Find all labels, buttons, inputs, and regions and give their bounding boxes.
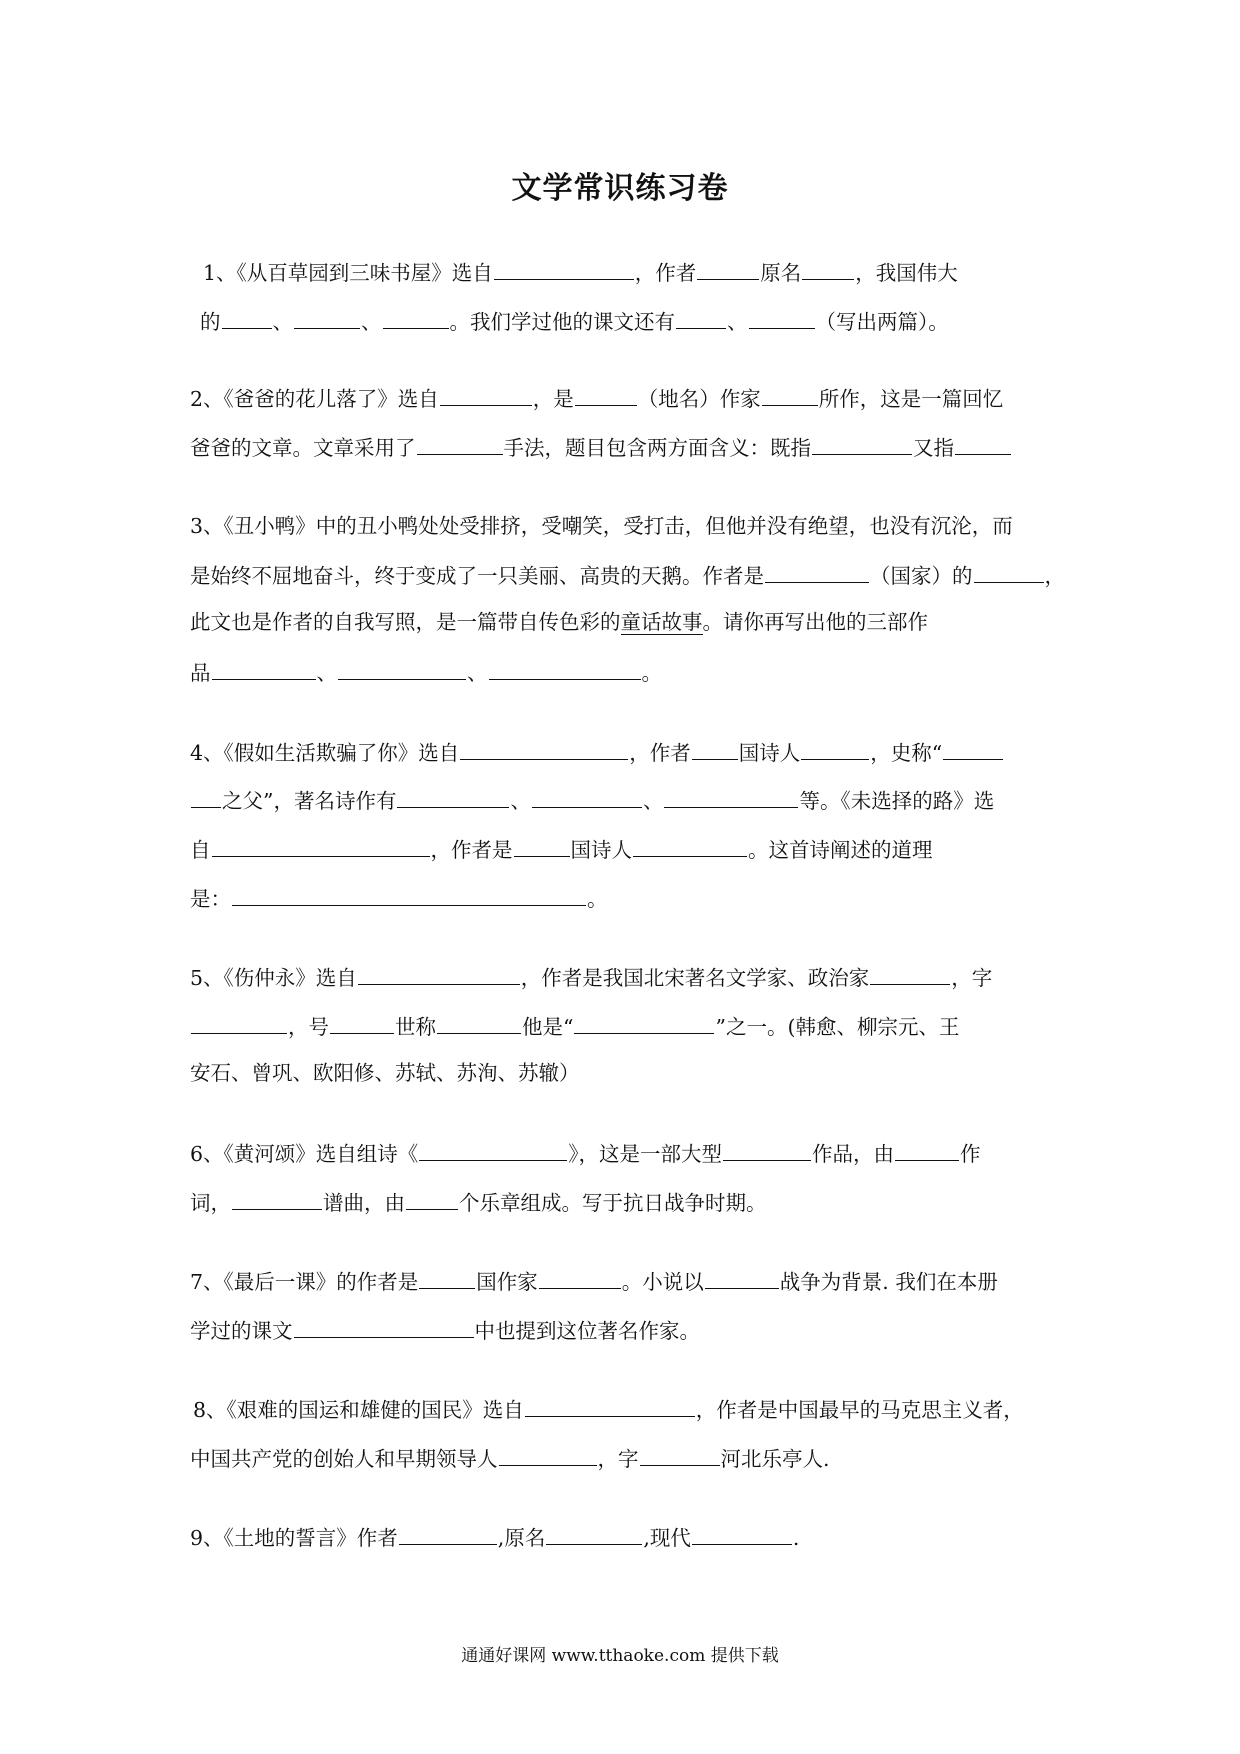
answer-blank[interactable] xyxy=(399,1522,497,1545)
question-text: ，作者 xyxy=(634,261,697,285)
answer-blank[interactable] xyxy=(692,737,738,760)
answer-blank[interactable] xyxy=(955,432,1011,455)
question-text: 等。《未选择的路》选 xyxy=(799,789,995,813)
answer-blank[interactable] xyxy=(723,1138,811,1161)
answer-blank[interactable] xyxy=(494,257,634,280)
question-text: 。小说以 xyxy=(621,1270,704,1294)
question-text: 。这首诗阐述的道理 xyxy=(748,838,933,862)
answer-blank[interactable] xyxy=(749,306,815,329)
answer-blank[interactable] xyxy=(705,1266,779,1289)
question-text: 。请你再写出他的三部作 xyxy=(702,610,928,634)
question-text: 中也提到这位著名作家。 xyxy=(474,1319,700,1343)
question-8-line-1 xyxy=(193,1394,1024,1424)
question-text: 8、《艰难的国运和雄健的国民》选自 xyxy=(193,1398,524,1422)
answer-blank[interactable] xyxy=(692,1522,792,1545)
question-9-line-1 xyxy=(190,1522,799,1552)
question-text: ， xyxy=(1044,564,1065,588)
question-text: ，作者是中国最早的马克思主义者， xyxy=(695,1398,1024,1422)
answer-blank[interactable] xyxy=(406,1187,458,1210)
answer-blank[interactable] xyxy=(191,785,221,808)
answer-blank[interactable] xyxy=(419,1266,475,1289)
question-2-line-2 xyxy=(190,432,1012,462)
question-text: 是始终不屈地奋斗，终于变成了一只美丽、高贵的天鹅。作者是 xyxy=(190,564,764,588)
answer-blank[interactable] xyxy=(397,785,509,808)
question-4-line-4 xyxy=(190,883,608,913)
question-text: 国诗人 xyxy=(738,741,801,765)
question-text: ，字 xyxy=(597,1447,639,1471)
question-text: 自 xyxy=(190,838,211,862)
question-text: 又指 xyxy=(913,436,954,460)
question-5-line-1 xyxy=(190,962,992,992)
question-text: 他是“ xyxy=(522,1015,574,1039)
question-text: 6、《黄河颂》选自组诗《 xyxy=(190,1142,419,1166)
question-3-line-1: 3、《丑小鸭》中的丑小鸭处处受排挤，受嘲笑，受打击，但他并没有绝望，也没有沉沦，而 xyxy=(190,514,1013,538)
answer-blank[interactable] xyxy=(383,306,449,329)
question-4-line-2 xyxy=(190,785,994,815)
answer-blank[interactable] xyxy=(676,306,726,329)
question-text: 是： xyxy=(190,887,231,911)
question-7-line-2 xyxy=(190,1315,700,1345)
answer-blank[interactable] xyxy=(232,1187,322,1210)
question-text: 、 xyxy=(316,661,337,685)
question-text: ，作者 xyxy=(629,741,691,765)
answer-blank[interactable] xyxy=(212,657,316,680)
question-text: （国家）的 xyxy=(870,564,973,588)
question-text: 所作，这是一篇回忆 xyxy=(818,387,1004,411)
question-6-line-2 xyxy=(190,1187,767,1217)
question-text: 、 xyxy=(642,789,664,813)
page-footer: 通通好课网 www.tthaoke.com 提供下载 xyxy=(461,1646,779,1666)
question-text: ，作者是我国北宋著名文学家、政治家 xyxy=(520,966,870,990)
answer-blank[interactable] xyxy=(499,1443,597,1466)
answer-blank[interactable] xyxy=(358,962,520,985)
answer-blank[interactable] xyxy=(895,1138,959,1161)
answer-blank[interactable] xyxy=(664,785,798,808)
question-6-line-1 xyxy=(190,1138,981,1168)
question-text: 河北乐亭人. xyxy=(720,1447,830,1471)
answer-blank[interactable] xyxy=(765,560,869,583)
answer-blank[interactable] xyxy=(802,257,854,280)
page-title: 文学常识练习卷 xyxy=(511,171,729,206)
question-text: 4、《假如生活欺骗了你》选自 xyxy=(190,741,460,765)
question-text: ，作者是 xyxy=(430,838,513,862)
question-text: ,原名 xyxy=(497,1526,546,1550)
question-7-line-1 xyxy=(190,1266,998,1296)
question-text: 。 xyxy=(641,661,662,685)
answer-blank[interactable] xyxy=(943,737,1003,760)
question-text: ，史称“ xyxy=(870,741,943,765)
question-text: ，是 xyxy=(532,387,574,411)
question-text: 爸爸的文章。文章采用了 xyxy=(190,436,416,460)
question-text: 中国共产党的创始人和早期领导人 xyxy=(190,1447,498,1471)
question-text: 词， xyxy=(190,1191,231,1215)
answer-blank[interactable] xyxy=(633,834,747,857)
answer-blank[interactable] xyxy=(222,306,272,329)
question-4-line-1 xyxy=(190,737,1004,767)
answer-blank[interactable] xyxy=(212,834,430,857)
question-8-line-2 xyxy=(190,1443,830,1473)
answer-blank[interactable] xyxy=(974,560,1044,583)
question-text: 国诗人 xyxy=(570,838,632,862)
question-text: 。我们学过他的课文还有 xyxy=(449,310,675,334)
question-text: 、 xyxy=(361,310,382,334)
answer-blank[interactable] xyxy=(640,1443,720,1466)
answer-blank[interactable] xyxy=(419,1138,567,1161)
answer-blank[interactable] xyxy=(440,383,532,406)
answer-blank[interactable] xyxy=(575,383,637,406)
question-text: 此文也是作者的自我写照，是一篇带自传色彩的 xyxy=(190,610,621,634)
answer-blank[interactable] xyxy=(489,657,641,680)
answer-blank[interactable] xyxy=(514,834,570,857)
question-text: ，我国伟大 xyxy=(855,261,958,285)
question-text: 国作家 xyxy=(476,1270,538,1294)
question-text: 之父”，著名诗作有 xyxy=(222,789,397,813)
question-1-line-1 xyxy=(203,257,958,287)
question-text: . xyxy=(792,1526,800,1550)
answer-blank[interactable] xyxy=(574,1011,714,1034)
question-text: 世称 xyxy=(395,1015,436,1039)
question-text: 战争为背景. 我们在本册 xyxy=(779,1270,998,1294)
question-text: 个乐章组成。写于抗日战争时期。 xyxy=(459,1191,767,1215)
answer-blank[interactable] xyxy=(801,737,869,760)
answer-blank[interactable] xyxy=(546,1522,642,1545)
question-text: 、 xyxy=(272,310,293,334)
question-text: 1、《从百草园到三味书屋》选自 xyxy=(203,261,493,285)
question-text: ，字 xyxy=(951,966,993,990)
underlined-text: 童话故事 xyxy=(620,610,703,634)
answer-blank[interactable] xyxy=(812,432,912,455)
question-text: 2、《爸爸的花儿落了》选自 xyxy=(190,387,439,411)
question-text: 7、《最后一课》的作者是 xyxy=(190,1270,419,1294)
answer-blank[interactable] xyxy=(191,1011,287,1034)
question-text: 、 xyxy=(727,310,748,334)
answer-blank[interactable] xyxy=(532,785,642,808)
question-text: 手法，题目包含两方面含义：既指 xyxy=(503,436,811,460)
question-text: 原名 xyxy=(760,261,802,285)
question-2-line-1 xyxy=(190,383,1003,413)
question-text: （写出两篇）。 xyxy=(815,310,949,334)
question-text: 谱曲，由 xyxy=(323,1191,405,1215)
question-4-line-3 xyxy=(190,834,933,864)
question-text: 学过的课文 xyxy=(190,1319,293,1343)
answer-blank[interactable] xyxy=(460,737,628,760)
answer-blank[interactable] xyxy=(697,257,759,280)
question-text: 。 xyxy=(587,887,608,911)
question-text: 5、《伤仲永》选自 xyxy=(190,966,357,990)
answer-blank[interactable] xyxy=(539,1266,621,1289)
question-text: 》，这是一部大型 xyxy=(568,1142,723,1166)
question-text: 、 xyxy=(467,661,488,685)
question-text: ,现代 xyxy=(643,1526,691,1550)
question-3-line-3 xyxy=(190,608,928,636)
question-1-line-2 xyxy=(200,306,949,336)
question-text: 、 xyxy=(510,789,531,813)
answer-blank[interactable] xyxy=(525,1394,695,1417)
answer-blank[interactable] xyxy=(338,657,466,680)
question-text: 9、《土地的誓言》作者 xyxy=(190,1526,398,1550)
answer-blank[interactable] xyxy=(870,962,950,985)
answer-blank[interactable] xyxy=(294,1315,474,1338)
question-text: ，号 xyxy=(288,1015,329,1039)
question-text: ”之一。(韩愈、柳宗元、王 xyxy=(715,1015,960,1039)
question-text: 作品，由 xyxy=(812,1142,895,1166)
question-text: （地名）作家 xyxy=(637,387,761,411)
question-3-line-2 xyxy=(190,560,1065,590)
answer-blank[interactable] xyxy=(294,306,360,329)
answer-blank[interactable] xyxy=(232,883,586,906)
question-text: 作 xyxy=(960,1142,981,1166)
answer-blank[interactable] xyxy=(330,1011,394,1034)
answer-blank[interactable] xyxy=(437,1011,521,1034)
answer-blank[interactable] xyxy=(762,383,818,406)
question-5-line-3: 安石、曾巩、欧阳修、苏轼、苏洵、苏辙） xyxy=(190,1061,580,1085)
question-text: 的 xyxy=(200,310,221,334)
question-5-line-2 xyxy=(190,1011,959,1041)
question-text: 品 xyxy=(190,661,211,685)
question-3-line-4 xyxy=(190,657,662,687)
answer-blank[interactable] xyxy=(417,432,503,455)
